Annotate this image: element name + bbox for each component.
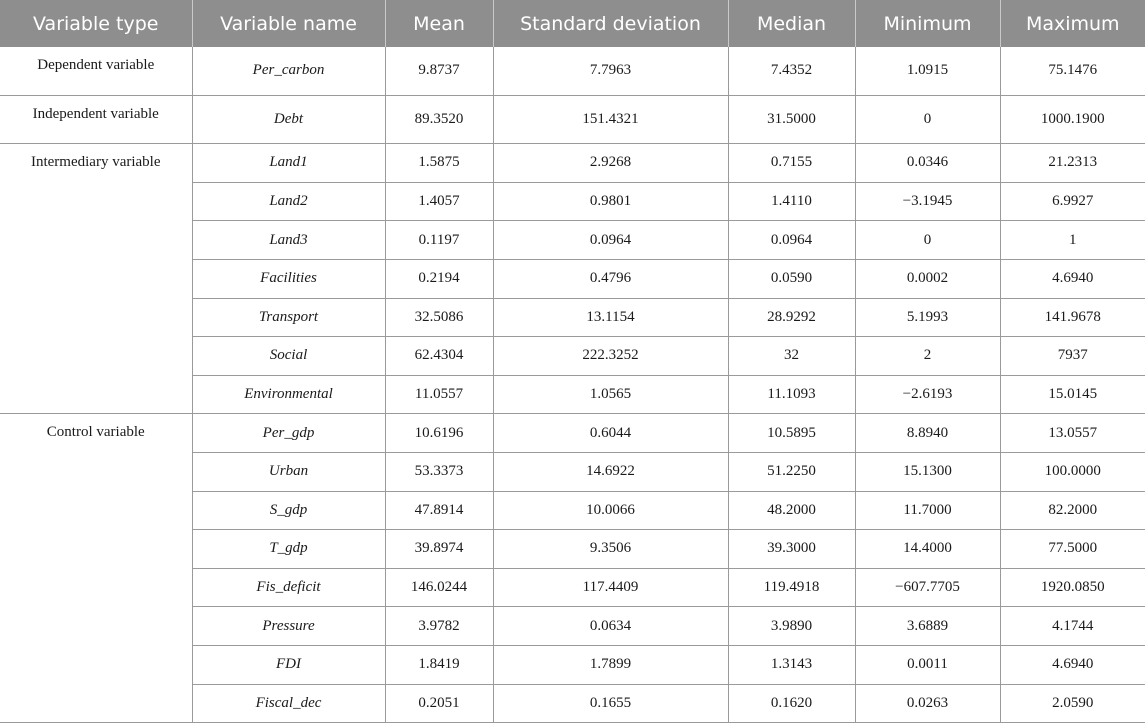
minimum-cell: 0.0011	[855, 645, 1000, 684]
standard-deviation-cell: 0.4796	[493, 259, 728, 298]
median-cell: 39.3000	[728, 530, 855, 569]
standard-deviation-cell: 14.6922	[493, 452, 728, 491]
maximum-cell: 2.0590	[1000, 684, 1145, 723]
maximum-cell: 4.1744	[1000, 607, 1145, 646]
mean-cell: 62.4304	[385, 337, 493, 376]
mean-cell: 3.9782	[385, 607, 493, 646]
standard-deviation-cell: 0.6044	[493, 414, 728, 453]
mean-cell: 1.5875	[385, 144, 493, 183]
median-cell: 0.1620	[728, 684, 855, 723]
minimum-cell: 15.1300	[855, 452, 1000, 491]
variable-name-cell: Transport	[192, 298, 385, 337]
minimum-cell: 0.0346	[855, 144, 1000, 183]
variable-name-cell: Fiscal_dec	[192, 684, 385, 723]
mean-cell: 32.5086	[385, 298, 493, 337]
median-cell: 31.5000	[728, 95, 855, 144]
header-variable-type: Variable type	[0, 0, 192, 47]
variable-type-cell: Control variable	[0, 414, 192, 723]
minimum-cell: 0	[855, 221, 1000, 260]
variable-type-cell: Dependent variable	[0, 47, 192, 95]
minimum-cell: −607.7705	[855, 568, 1000, 607]
header-median: Median	[728, 0, 855, 47]
maximum-cell: 21.2313	[1000, 144, 1145, 183]
variable-name-cell: Urban	[192, 452, 385, 491]
median-cell: 3.9890	[728, 607, 855, 646]
mean-cell: 0.2194	[385, 259, 493, 298]
header-row	[0, 0, 1145, 47]
mean-cell: 1.4057	[385, 182, 493, 221]
header-minimum: Minimum	[855, 0, 1000, 47]
standard-deviation-cell: 2.9268	[493, 144, 728, 183]
minimum-cell: 2	[855, 337, 1000, 376]
median-cell: 1.3143	[728, 645, 855, 684]
standard-deviation-cell: 0.0634	[493, 607, 728, 646]
median-cell: 7.4352	[728, 47, 855, 95]
minimum-cell: 0	[855, 95, 1000, 144]
variable-name-cell: Per_carbon	[192, 47, 385, 95]
standard-deviation-cell: 151.4321	[493, 95, 728, 144]
mean-cell: 53.3373	[385, 452, 493, 491]
table-header	[0, 0, 1145, 47]
mean-cell: 47.8914	[385, 491, 493, 530]
maximum-cell: 7937	[1000, 337, 1145, 376]
variable-type-cell: Intermediary variable	[0, 144, 192, 414]
mean-cell: 9.8737	[385, 47, 493, 95]
variable-name-cell: Land1	[192, 144, 385, 183]
minimum-cell: 5.1993	[855, 298, 1000, 337]
variable-name-cell: Fis_deficit	[192, 568, 385, 607]
maximum-cell: 75.1476	[1000, 47, 1145, 95]
mean-cell: 0.1197	[385, 221, 493, 260]
minimum-cell: 14.4000	[855, 530, 1000, 569]
standard-deviation-cell: 13.1154	[493, 298, 728, 337]
median-cell: 10.5895	[728, 414, 855, 453]
maximum-cell: 1920.0850	[1000, 568, 1145, 607]
minimum-cell: 11.7000	[855, 491, 1000, 530]
median-cell: 0.0964	[728, 221, 855, 260]
table-row	[0, 414, 1145, 453]
maximum-cell: 4.6940	[1000, 645, 1145, 684]
median-cell: 0.0590	[728, 259, 855, 298]
mean-cell: 11.0557	[385, 375, 493, 414]
maximum-cell: 13.0557	[1000, 414, 1145, 453]
variable-name-cell: Land2	[192, 182, 385, 221]
variable-name-cell: S_gdp	[192, 491, 385, 530]
variable-name-cell: Land3	[192, 221, 385, 260]
standard-deviation-cell: 117.4409	[493, 568, 728, 607]
minimum-cell: 3.6889	[855, 607, 1000, 646]
maximum-cell: 141.9678	[1000, 298, 1145, 337]
standard-deviation-cell: 10.0066	[493, 491, 728, 530]
standard-deviation-cell: 0.0964	[493, 221, 728, 260]
mean-cell: 0.2051	[385, 684, 493, 723]
header-standard-deviation: Standard deviation	[493, 0, 728, 47]
maximum-cell: 1000.1900	[1000, 95, 1145, 144]
minimum-cell: 0.0263	[855, 684, 1000, 723]
median-cell: 0.7155	[728, 144, 855, 183]
standard-deviation-cell: 9.3506	[493, 530, 728, 569]
maximum-cell: 1	[1000, 221, 1145, 260]
variable-name-cell: FDI	[192, 645, 385, 684]
standard-deviation-cell: 1.0565	[493, 375, 728, 414]
minimum-cell: 1.0915	[855, 47, 1000, 95]
mean-cell: 146.0244	[385, 568, 493, 607]
maximum-cell: 4.6940	[1000, 259, 1145, 298]
maximum-cell: 100.0000	[1000, 452, 1145, 491]
variable-name-cell: Pressure	[192, 607, 385, 646]
table-row	[0, 144, 1145, 183]
standard-deviation-cell: 0.1655	[493, 684, 728, 723]
minimum-cell: −3.1945	[855, 182, 1000, 221]
median-cell: 32	[728, 337, 855, 376]
variable-name-cell: Facilities	[192, 259, 385, 298]
median-cell: 28.9292	[728, 298, 855, 337]
mean-cell: 39.8974	[385, 530, 493, 569]
standard-deviation-cell: 1.7899	[493, 645, 728, 684]
table-row	[0, 47, 1145, 95]
median-cell: 48.2000	[728, 491, 855, 530]
variable-name-cell: Social	[192, 337, 385, 376]
variable-name-cell: Environmental	[192, 375, 385, 414]
variable-name-cell: Per_gdp	[192, 414, 385, 453]
maximum-cell: 6.9927	[1000, 182, 1145, 221]
header-maximum: Maximum	[1000, 0, 1145, 47]
maximum-cell: 15.0145	[1000, 375, 1145, 414]
header-mean: Mean	[385, 0, 493, 47]
mean-cell: 1.8419	[385, 645, 493, 684]
variable-type-cell: Independent variable	[0, 95, 192, 144]
mean-cell: 10.6196	[385, 414, 493, 453]
standard-deviation-cell: 7.7963	[493, 47, 728, 95]
variable-name-cell: T_gdp	[192, 530, 385, 569]
minimum-cell: 8.8940	[855, 414, 1000, 453]
median-cell: 51.2250	[728, 452, 855, 491]
standard-deviation-cell: 222.3252	[493, 337, 728, 376]
maximum-cell: 82.2000	[1000, 491, 1145, 530]
minimum-cell: 0.0002	[855, 259, 1000, 298]
median-cell: 11.1093	[728, 375, 855, 414]
standard-deviation-cell: 0.9801	[493, 182, 728, 221]
median-cell: 119.4918	[728, 568, 855, 607]
table-row	[0, 95, 1145, 144]
variable-name-cell: Debt	[192, 95, 385, 144]
maximum-cell: 77.5000	[1000, 530, 1145, 569]
table-body	[0, 47, 1145, 723]
header-variable-name: Variable name	[192, 0, 385, 47]
minimum-cell: −2.6193	[855, 375, 1000, 414]
median-cell: 1.4110	[728, 182, 855, 221]
mean-cell: 89.3520	[385, 95, 493, 144]
